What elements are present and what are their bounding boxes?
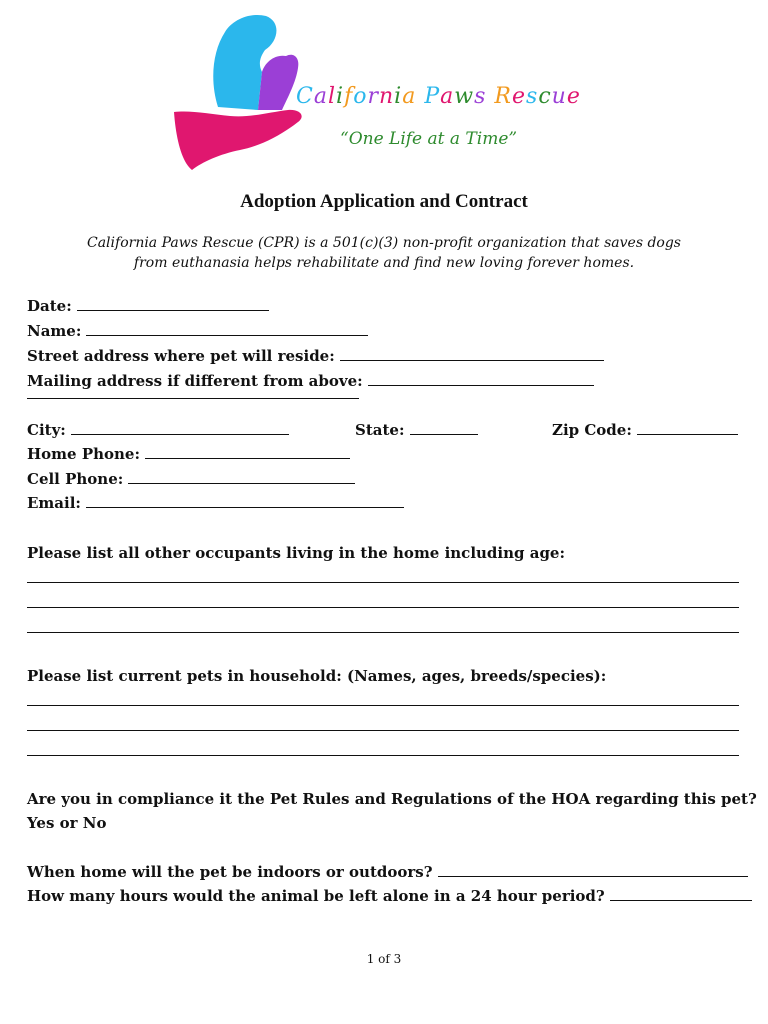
email-blank[interactable] [86,493,404,508]
name-row [27,320,368,342]
city-row [27,419,289,441]
mailing-blank[interactable] [368,371,594,386]
pets-question: Please list current pets in household: (Names, ages, breeds/species): [27,667,607,685]
home-phone-blank[interactable] [145,444,350,459]
paws-logo-icon [170,12,310,177]
cell-phone-row [27,468,355,490]
home-phone-label: Home Phone: [27,445,140,463]
city-blank[interactable] [71,420,289,435]
hoa-options[interactable]: Yes or No [27,814,107,832]
state-blank[interactable] [410,420,478,435]
cell-phone-blank[interactable] [128,469,355,484]
tagline: “One Life at a Time” [340,129,518,149]
name-blank[interactable] [86,321,368,336]
intro-line-1: California Paws Rescue (CPR) is a 501(c)(3) non-profit organization that saves dogs [87,235,681,251]
email-label: Email: [27,494,81,512]
purple-cat-shape [258,55,298,110]
logo [170,12,610,177]
state-row [355,419,478,441]
street-blank[interactable] [340,346,604,361]
zip-row [552,419,738,441]
hours-row [27,885,752,907]
intro-text [0,233,768,273]
pink-hand-shape [174,110,302,170]
cell-phone-label: Cell Phone: [27,470,124,488]
intro-line-2: from euthanasia helps rehabilitate and find new loving forever homes. [133,255,635,271]
zip-blank[interactable] [637,420,738,435]
mailing-continuation-blank[interactable] [27,398,359,399]
name-label: Name: [27,322,82,340]
pets-line-2[interactable] [27,730,739,731]
occupants-question: Please list all other occupants living in the home including age: [27,544,566,562]
zip-label: Zip Code: [552,421,632,439]
date-label: Date: [27,297,72,315]
street-label: Street address where pet will reside: [27,347,335,365]
occupants-line-3[interactable] [27,632,739,633]
indoors-blank[interactable] [438,862,748,877]
pets-line-3[interactable] [27,755,739,756]
date-row [27,295,269,317]
pets-line-1[interactable] [27,705,739,706]
state-label: State: [355,421,405,439]
home-phone-row [27,443,350,465]
hours-blank[interactable] [610,886,752,901]
indoors-label: When home will the pet be indoors or outdoors? [27,863,433,881]
page-title: Adoption Application and Contract [240,191,528,212]
occupants-line-2[interactable] [27,607,739,608]
city-label: City: [27,421,66,439]
mailing-label: Mailing address if different from above: [27,372,363,390]
mailing-row [27,370,594,392]
page-number: 1 of 3 [366,952,402,966]
email-row [27,492,404,514]
occupants-line-1[interactable] [27,582,739,583]
street-row [27,345,604,367]
hoa-question: Are you in compliance it the Pet Rules and Regulations of the HOA regarding this pet? [27,790,757,808]
hours-label: How many hours would the animal be left alone in a 24 hour period? [27,887,605,905]
indoors-row [27,861,748,883]
date-blank[interactable] [77,296,269,311]
brand-name: California Paws Rescue [296,84,581,109]
